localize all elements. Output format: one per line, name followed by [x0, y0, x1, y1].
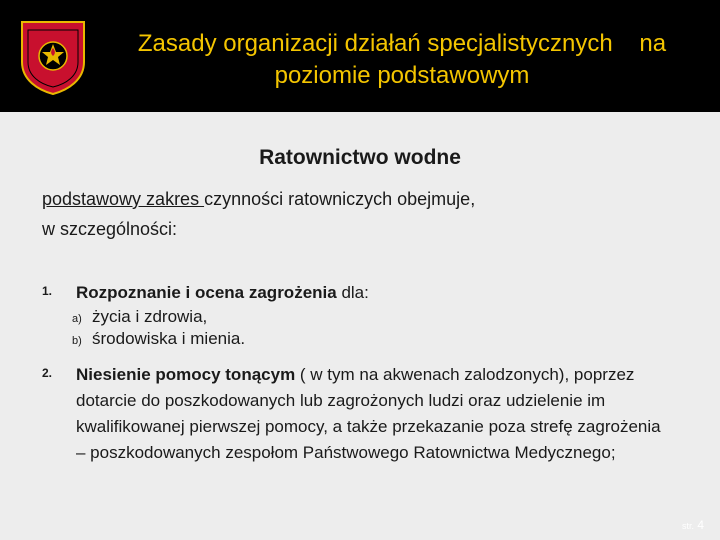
intro-text-line2: w szczególności: — [42, 219, 178, 239]
intro-underlined-text: podstawowy zakres — [42, 189, 205, 209]
fire-brigade-emblem-icon — [18, 18, 88, 96]
page-number — [682, 518, 704, 532]
page-number-value: 4 — [697, 518, 704, 532]
sub-list-text: życia i zdrowia, — [92, 307, 208, 326]
intro-text: czynności ratowniczych obejmuje, — [204, 189, 476, 209]
list-item-rest: dla: — [336, 283, 369, 302]
list-item-text — [76, 280, 676, 306]
intro-paragraph — [42, 184, 682, 244]
list-item-bold: Rozpoznanie i ocena zagrożenia — [76, 283, 337, 302]
slide-title-line1: Zasady organizacji działań specjalistycznych na — [137, 30, 667, 57]
slide-title-line2: poziomie podstawowym — [274, 62, 530, 89]
sub-list-item — [72, 306, 632, 330]
list-item-bold: Niesienie pomocy tonącym — [76, 365, 296, 384]
list-item-number: 2. — [42, 366, 53, 380]
section-subtitle: Ratownictwo wodne — [259, 146, 461, 169]
slide-header — [0, 0, 720, 112]
page-number-label: str. — [681, 521, 694, 531]
sub-list-text: środowiska i mienia. — [92, 329, 246, 348]
slide-title — [92, 28, 712, 92]
sub-list-letter: b) — [72, 335, 82, 347]
list-item-number: 1. — [42, 284, 53, 298]
list-item-text — [76, 362, 666, 466]
sub-list-item — [72, 328, 632, 352]
sub-list-letter: a) — [72, 313, 82, 325]
list-item-rest: ( w tym na akwenach zalodzonych), poprzez dotarcie do poszkodowanych lub zagrożonych ludzi oraz udzielenie im kwalifikowanej pierwszej pomocy, a także przekazanie poza strefę zagrożenia – poszkodowanych zespołom Państwowego Ratownictwa Medycznego; — [76, 365, 661, 462]
